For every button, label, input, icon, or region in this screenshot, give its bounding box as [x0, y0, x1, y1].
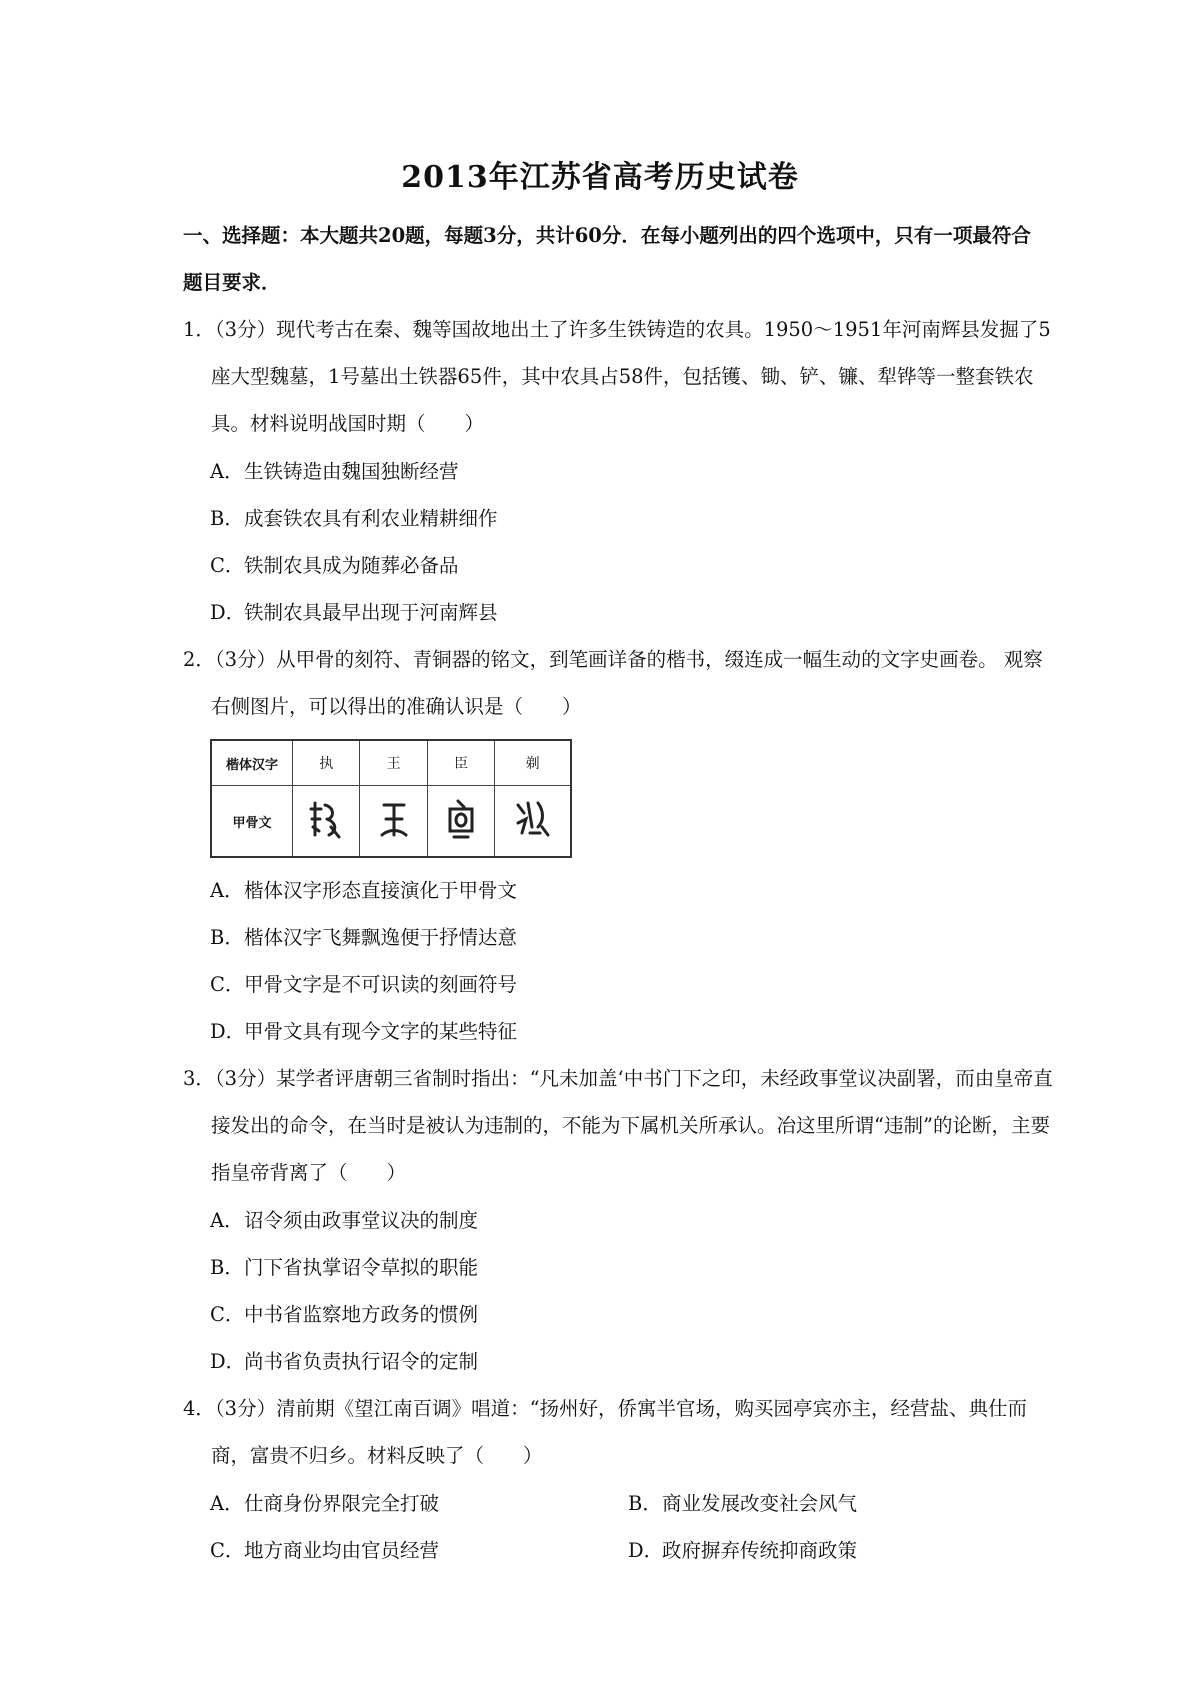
exam-title: 2013年江苏省高考历史试卷 [401, 160, 799, 195]
question-text: （3分）清前期《望江南百调》唱道：“扬州好，侨寓半官场，购买园亭宾亦主，经营盐、典仕而商，富贵不归乡。材料反映了（ ） [211, 1397, 1028, 1467]
option-letter: D． [210, 1350, 246, 1373]
table-row [211, 740, 571, 786]
oracle-glyph-zhi [293, 786, 360, 858]
option-text: 楷体汉字形态直接演化于甲骨文 [244, 879, 518, 902]
option-letter: D． [210, 1020, 246, 1043]
option-text: 成套铁农具有利农业精耕细作 [244, 507, 498, 530]
question-text: （3分）某学者评唐朝三省制时指出：“凡未加盖‘中书门下之印，未经政事堂议决副署，而由皇帝直接发出的命令，在当时是被认为违制的，不能为下属机关所承认。冶这里所谓“违制”的论断，主要指皇帝背离了（ ） [211, 1067, 1053, 1184]
option-letter: A． [210, 460, 244, 483]
option-text: 中书省监察地方政务的惯例 [244, 1303, 479, 1326]
question-3 [183, 1055, 1061, 1196]
option-text: 生铁铸造由魏国独断经营 [244, 460, 459, 483]
option[interactable] [210, 1244, 478, 1291]
section-header: 一、选择题：本大题共20题，每题3分，共计60分．在每小题列出的四个选项中，只有一项最符合题目要求． [183, 224, 1031, 294]
option[interactable] [210, 1338, 478, 1385]
question-number: 2． [183, 648, 215, 671]
option-letter: A． [210, 1492, 244, 1515]
table-cell: 臣 [427, 740, 494, 786]
option-text: 铁制农具最早出现于河南辉县 [244, 601, 498, 624]
option-text: 楷体汉字飞舞飘逸便于抒情达意 [244, 926, 518, 949]
option[interactable] [210, 914, 517, 961]
table-cell: 剃 [495, 740, 571, 786]
option[interactable] [210, 1008, 517, 1055]
question-2 [183, 636, 1061, 730]
question-text: （3分）从甲骨的刻符、青铜器的铭文，到笔画详备的楷书，缀连成一幅生动的文字史画卷。 观察右侧图片，可以得出的准确认识是（ ） [211, 648, 1043, 718]
option[interactable] [210, 542, 459, 589]
option[interactable] [628, 1527, 857, 1574]
row-header-oracle-bone: 甲骨文 [211, 786, 293, 858]
option-text: 甲骨文具有现今文字的某些特征 [244, 1020, 518, 1043]
option[interactable] [210, 1527, 439, 1574]
question-1 [183, 306, 1061, 447]
option-letter: A． [210, 879, 244, 902]
option-text: 地方商业均由官员经营 [244, 1539, 440, 1562]
option-letter: D． [628, 1539, 664, 1562]
option[interactable] [210, 961, 517, 1008]
table-row [211, 786, 571, 858]
option-letter: C． [210, 973, 245, 996]
table-cell: 执 [293, 740, 360, 786]
option-letter: C． [210, 1303, 245, 1326]
option-text: 政府摒弃传统抑商政策 [662, 1539, 858, 1562]
oracle-glyph-ti [495, 786, 571, 858]
option[interactable] [210, 1480, 439, 1527]
option-text: 商业发展改变社会风气 [662, 1492, 858, 1515]
question-number: 4． [183, 1397, 215, 1420]
table-cell: 王 [360, 740, 427, 786]
option[interactable] [210, 448, 459, 495]
script-comparison-table [210, 739, 572, 858]
question-number: 3． [183, 1067, 215, 1090]
option-letter: B． [210, 507, 244, 530]
option-letter: B． [628, 1492, 662, 1515]
oracle-glyph-wang [360, 786, 427, 858]
option-text: 甲骨文字是不可识读的刻画符号 [244, 973, 518, 996]
option-letter: C． [210, 1539, 245, 1562]
option[interactable] [210, 1197, 478, 1244]
option-text: 门下省执掌诏令草拟的职能 [244, 1256, 479, 1279]
question-4 [183, 1385, 1061, 1479]
oracle-glyph-ti-icon [514, 797, 552, 841]
option-letter: A． [210, 1209, 244, 1232]
option[interactable] [210, 495, 498, 542]
oracle-glyph-zhi-icon [309, 797, 343, 841]
row-header-kaishu: 楷体汉字 [211, 740, 293, 786]
option[interactable] [210, 1291, 478, 1338]
question-text: （3分）现代考古在秦、魏等国故地出土了许多生铁铸造的农具。1950～1951年河南辉县发掘了5座大型魏墓，1号墓出土铁器65件，其中农具占58件，包括镬、锄、铲、镰、犁铧等一整套铁农具。材料说明战国时期（ ） [211, 318, 1051, 435]
option-letter: C． [210, 554, 245, 577]
oracle-glyph-chen-icon [444, 797, 478, 841]
question-number: 1． [183, 318, 215, 341]
option-text: 铁制农具成为随葬必备品 [244, 554, 459, 577]
option-text: 诏令须由政事堂议决的制度 [244, 1209, 479, 1232]
option[interactable] [210, 867, 517, 914]
option-text: 尚书省负责执行诏令的定制 [244, 1350, 479, 1373]
option-letter: B． [210, 1256, 244, 1279]
option[interactable] [628, 1480, 857, 1527]
oracle-glyph-wang-icon [377, 797, 411, 841]
option[interactable] [210, 589, 498, 636]
option-letter: B． [210, 926, 244, 949]
option-letter: D． [210, 601, 246, 624]
oracle-glyph-chen [427, 786, 494, 858]
option-text: 仕商身份界限完全打破 [244, 1492, 440, 1515]
